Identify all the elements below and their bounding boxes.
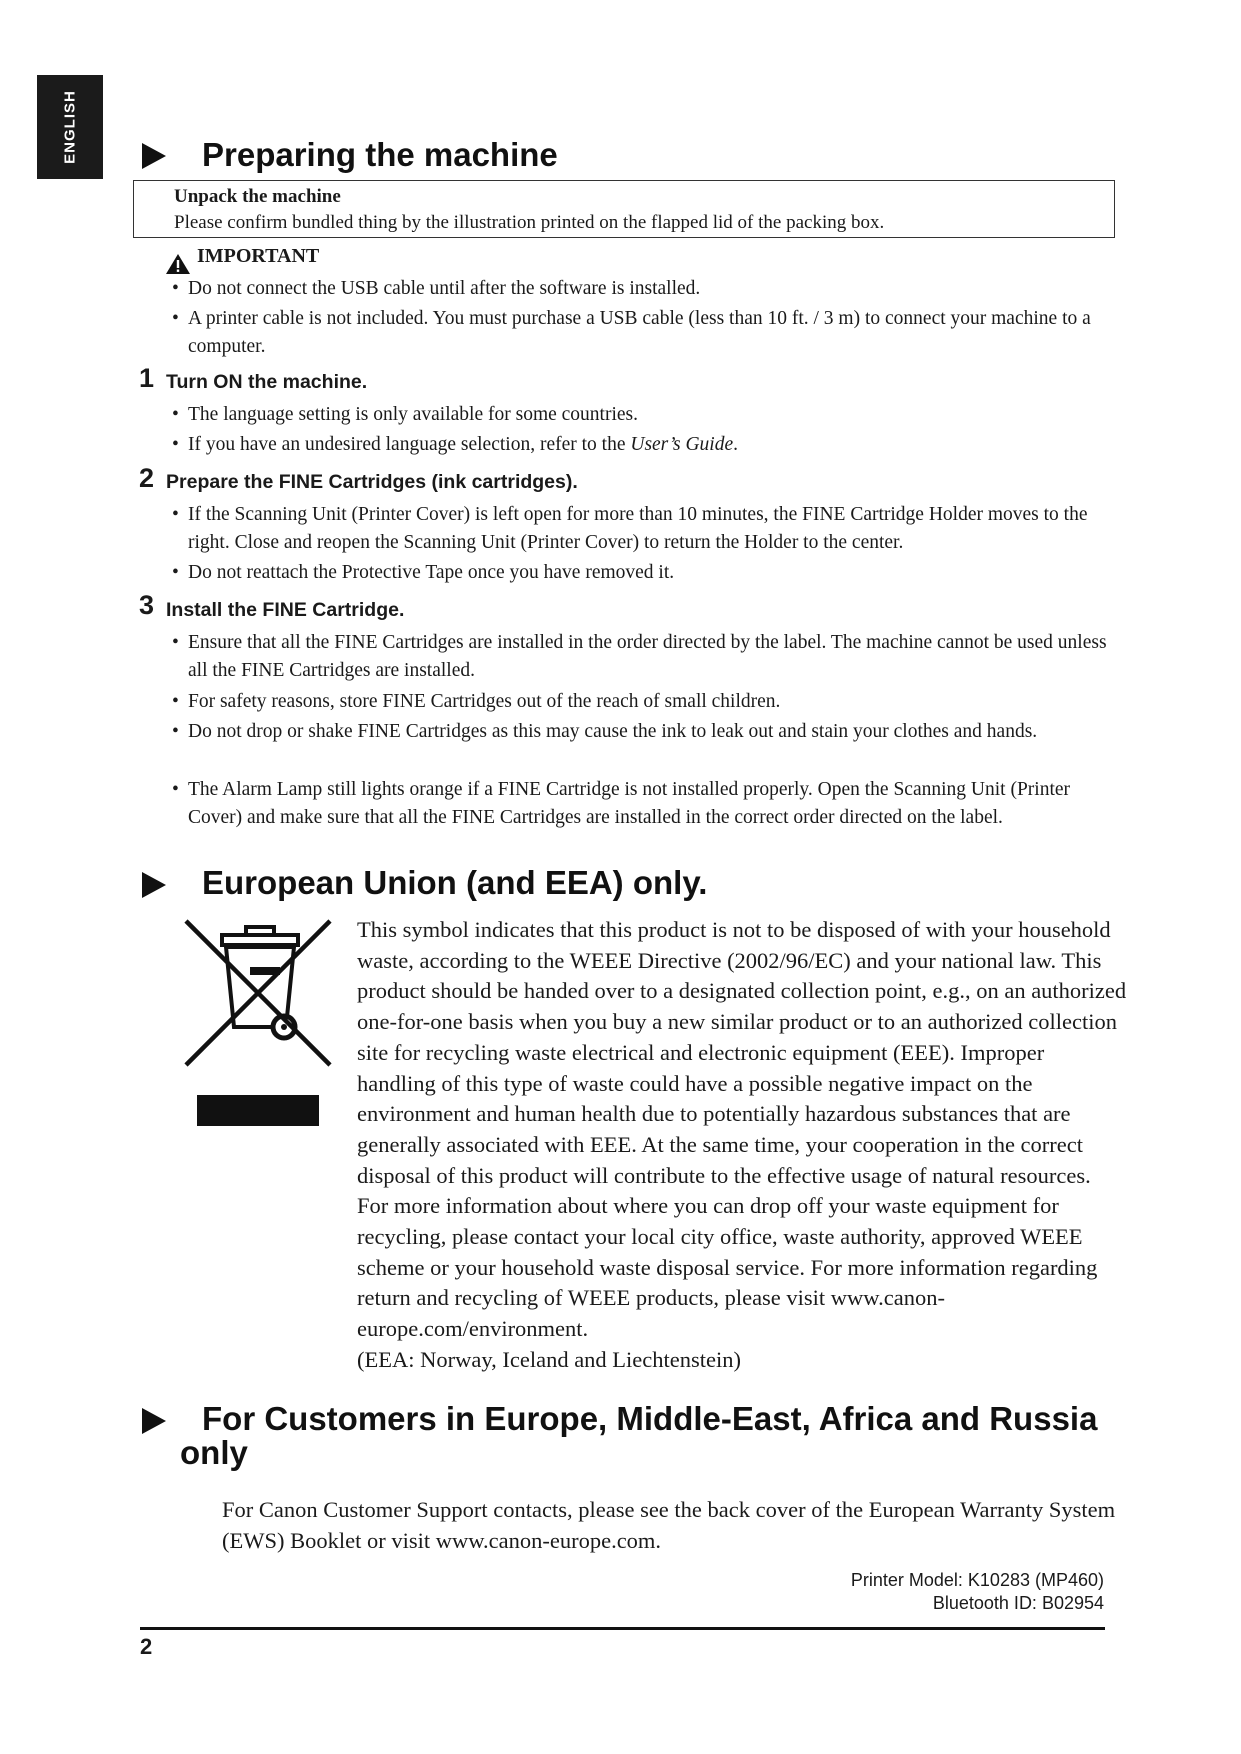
list-item: • If the Scanning Unit (Printer Cover) is left open for more than 10 minutes, the FINE Cartridge Holder moves to the right. Close and reopen the Scanning Unit (Printer Cover) to return the Holder to the center. [172,504,1088,553]
customer-support-text: For Canon Customer Support contacts, please see the back cover of the European Warranty System (EWS) Booklet or visit www.canon-europe.com. [222,1497,1116,1553]
page-number: 2 [140,1634,153,1659]
bluetooth-id: Bluetooth ID: B02954 [932,1593,1104,1613]
section-title-preparing: Preparing the machine [202,136,558,173]
list-item: • Do not reattach the Protective Tape once you have removed it. [172,562,675,583]
model-info [851,1569,1104,1615]
printer-model: Printer Model: K10283 (MP460) [850,1570,1104,1590]
list-item: • The language setting is only available for some countries. [172,404,638,425]
footer-divider [140,1627,1105,1630]
list-item: • If you have an undesired language selection, refer to the User’s Guide. [172,434,738,455]
step-title: Prepare the FINE Cartridges (ink cartridges). [166,471,578,493]
weee-crossed-bin-icon [180,915,340,1140]
important-label: IMPORTANT [197,245,320,267]
unpack-box [133,180,1115,238]
step-title: Turn ON the machine. [166,371,368,393]
step-number: 2 [139,463,155,493]
section-title-customers: For Customers in Europe, Middle-East, Africa and Russia [202,1400,1098,1437]
list-item: • Ensure that all the FINE Cartridges are installed in the order directed by the label. The machine cannot be used unless all the FINE Cartridges are installed. [172,632,1107,681]
language-tab-label: ENGLISH [61,90,79,164]
step-number: 1 [139,363,155,393]
section-arrow-icon [142,143,166,169]
section-arrow-icon [142,872,166,898]
eea-note: (EEA: Norway, Iceland and Liechtenstein) [357,1346,742,1372]
users-guide-reference: User’s Guide [630,434,734,455]
list-item: • Do not drop or shake FINE Cartridges as this may cause the ink to leak out and stain your clothes and hands. [172,721,1038,742]
language-tab [37,75,103,179]
unpack-body: Please confirm bundled thing by the illustration printed on the flapped lid of the packing box. [174,212,885,233]
list-item: • A printer cable is not included. You must purchase a USB cable (less than 10 ft. / 3 m) to connect your machine to a computer. [172,308,1091,357]
section-title-customers-line2: only [180,1434,248,1471]
unpack-title: Unpack the machine [174,186,341,207]
step-title: Install the FINE Cartridge. [166,599,405,621]
step-number: 3 [139,590,155,620]
weee-body: This symbol indicates that this product is not to be disposed of with your household waste, according to the WEEE Directive (2002/96/EC) and your national law. This product should be handed over to a designated collection point, e.g., on an authorized one-for-one basis when you buy a new similar product or to an authorized collection site for recycling waste electrical and electronic equipment (EEE). Improper handling of this type of waste could have a possible negative impact on the environment and human health due to potentially hazardous substances that are generally associated with EEE. At the same time, your cooperation in the correct disposal of this product will contribute to the effective usage of natural resources. For more information about where you can drop off your waste equipment for recycling, please contact your local city office, waste authority, approved WEEE scheme or your household waste disposal service. For more information regarding return and recycling of WEEE products, please visit www.canon-europe.com/environment. [357,917,1127,1342]
section-title-eu: European Union (and EEA) only. [202,864,708,901]
section-arrow-icon [142,1408,166,1434]
list-item: • Do not connect the USB cable until after the software is installed. [172,278,701,299]
list-item: • The Alarm Lamp still lights orange if a FINE Cartridge is not installed properly. Open the Scanning Unit (Printer Cover) and make sure that all the FINE Cartridges are installed in the correct order directed on the label. [172,779,1071,828]
list-item: • For safety reasons, store FINE Cartridges out of the reach of small children. [172,691,781,712]
weee-description [357,915,1127,1376]
